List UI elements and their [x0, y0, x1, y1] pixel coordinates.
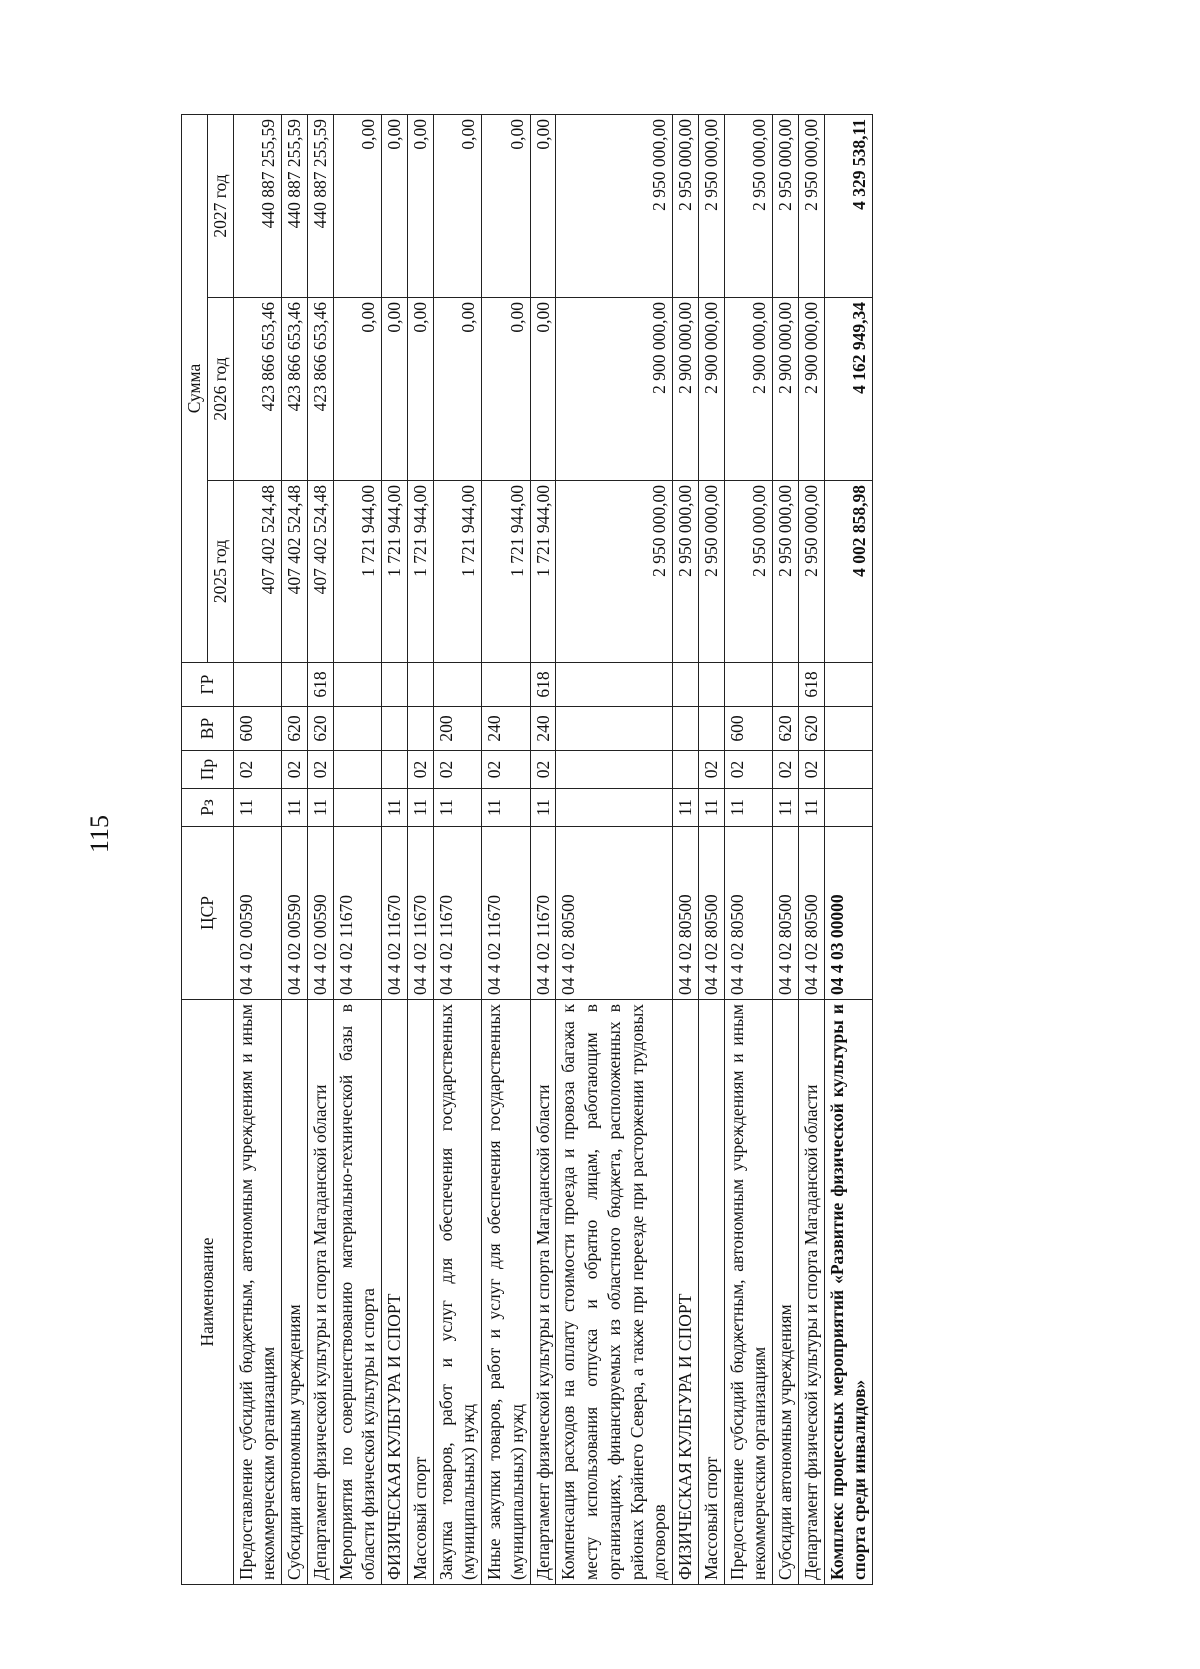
row-pr: 02 [433, 751, 482, 789]
row-sum-2025: 1 721 944,00 [382, 481, 408, 663]
row-sum-2026: 423 866 653,46 [307, 298, 333, 481]
header-year-2026: 2026 год [207, 298, 233, 481]
row-gr [724, 663, 773, 707]
header-row [182, 114, 208, 1584]
row-sum-2025: 1 721 944,00 [407, 481, 433, 663]
row-name: Комплекс процессных мероприятий «Развитие физической культуры и спорта среди инвалидов» [824, 1000, 873, 1585]
row-name: Департамент физической культуры и спорта Магаданской области [307, 1000, 333, 1585]
row-sum-2026: 0,00 [382, 298, 408, 481]
row-pr [333, 751, 382, 789]
row-rz: 11 [482, 789, 531, 827]
row-pr: 02 [282, 751, 308, 789]
row-sum-2025: 1 721 944,00 [433, 481, 482, 663]
table-row [824, 114, 873, 1584]
row-vr: 200 [433, 707, 482, 751]
table-row [556, 114, 673, 1584]
row-sum-2027: 2 950 000,00 [698, 114, 724, 297]
row-rz: 11 [673, 789, 699, 827]
row-rz [333, 789, 382, 827]
row-sum-2027: 440 887 255,59 [233, 114, 282, 297]
row-pr [556, 751, 673, 789]
row-name: Иные закупки товаров, работ и услуг для обеспечения государственных (муниципальных) нужд [482, 1000, 531, 1585]
header-year-2025: 2025 год [207, 481, 233, 663]
row-gr [482, 663, 531, 707]
row-sum-2026: 0,00 [530, 298, 556, 481]
row-vr [333, 707, 382, 751]
row-sum-2026: 2 900 000,00 [724, 298, 773, 481]
row-name: ФИЗИЧЕСКАЯ КУЛЬТУРА И СПОРТ [382, 1000, 408, 1585]
row-pr: 02 [233, 751, 282, 789]
row-pr: 02 [773, 751, 799, 789]
row-rz: 11 [407, 789, 433, 827]
row-sum-2026: 2 900 000,00 [798, 298, 824, 481]
row-sum-2025: 2 950 000,00 [773, 481, 799, 663]
row-vr: 240 [530, 707, 556, 751]
row-name: Департамент физической культуры и спорта Магаданской области [530, 1000, 556, 1585]
row-sum-2026: 2 900 000,00 [556, 298, 673, 481]
row-sum-2027: 4 329 538,11 [824, 114, 873, 297]
row-sum-2025: 407 402 524,48 [233, 481, 282, 663]
row-rz: 11 [382, 789, 408, 827]
row-csr: 04 4 02 00590 [307, 827, 333, 1000]
row-sum-2027: 2 950 000,00 [724, 114, 773, 297]
row-sum-2025: 4 002 858,98 [824, 481, 873, 663]
table-row [382, 114, 408, 1584]
row-rz: 11 [307, 789, 333, 827]
row-sum-2025: 2 950 000,00 [724, 481, 773, 663]
row-sum-2026: 2 900 000,00 [673, 298, 699, 481]
row-rz: 11 [698, 789, 724, 827]
table-row [798, 114, 824, 1584]
row-rz: 11 [530, 789, 556, 827]
row-sum-2027: 2 950 000,00 [773, 114, 799, 297]
row-sum-2027: 0,00 [433, 114, 482, 297]
row-rz [824, 789, 873, 827]
row-sum-2025: 1 721 944,00 [333, 481, 382, 663]
row-csr: 04 4 02 00590 [233, 827, 282, 1000]
row-sum-2026: 4 162 949,34 [824, 298, 873, 481]
row-csr: 04 4 02 80500 [773, 827, 799, 1000]
row-name: Компенсация расходов на оплату стоимости проезда и провоза багажа к месту использования отпуска и обратно лицам, работающим в организациях, финансируемых из областного бюджета, расположенных в районах Крайнего Севера, а также при переезде при расторжении трудовых договоров [556, 1000, 673, 1585]
header-pr: Пр [182, 751, 234, 789]
table-row [698, 114, 724, 1584]
row-pr [673, 751, 699, 789]
table-row [407, 114, 433, 1584]
table-row [333, 114, 382, 1584]
row-name: Закупка товаров, работ и услуг для обеспечения государственных (муниципальных) нужд [433, 1000, 482, 1585]
row-csr: 04 4 02 11670 [530, 827, 556, 1000]
row-sum-2025: 407 402 524,48 [282, 481, 308, 663]
row-name: Субсидии автономным учреждениям [282, 1000, 308, 1585]
row-sum-2026: 2 900 000,00 [773, 298, 799, 481]
row-gr [282, 663, 308, 707]
row-sum-2027: 0,00 [407, 114, 433, 297]
row-gr: 618 [307, 663, 333, 707]
row-csr: 04 4 02 80500 [798, 827, 824, 1000]
row-vr: 620 [798, 707, 824, 751]
header-csr: ЦСР [182, 827, 234, 1000]
table-row [233, 114, 282, 1584]
row-sum-2027: 440 887 255,59 [282, 114, 308, 297]
table-row [482, 114, 531, 1584]
row-vr: 600 [233, 707, 282, 751]
row-pr: 02 [530, 751, 556, 789]
header-rz: Рз [182, 789, 234, 827]
row-csr: 04 4 02 80500 [673, 827, 699, 1000]
row-sum-2026: 0,00 [333, 298, 382, 481]
row-pr: 02 [482, 751, 531, 789]
row-sum-2026: 423 866 653,46 [282, 298, 308, 481]
row-csr: 04 4 02 11670 [333, 827, 382, 1000]
row-name: Мероприятия по совершенствованию материально-технической базы в области физической культуры и спорта [333, 1000, 382, 1585]
row-rz: 11 [724, 789, 773, 827]
row-gr [824, 663, 873, 707]
header-vr: ВР [182, 707, 234, 751]
row-csr: 04 4 02 11670 [407, 827, 433, 1000]
row-pr: 02 [407, 751, 433, 789]
row-sum-2027: 2 950 000,00 [798, 114, 824, 297]
table-row [282, 114, 308, 1584]
row-rz: 11 [798, 789, 824, 827]
row-csr: 04 4 02 11670 [382, 827, 408, 1000]
row-sum-2026: 423 866 653,46 [233, 298, 282, 481]
table-body [233, 114, 873, 1584]
row-sum-2026: 0,00 [482, 298, 531, 481]
row-pr: 02 [698, 751, 724, 789]
row-vr [382, 707, 408, 751]
row-csr: 04 4 02 80500 [724, 827, 773, 1000]
table-row [307, 114, 333, 1584]
row-gr [382, 663, 408, 707]
row-pr [824, 751, 873, 789]
row-gr [233, 663, 282, 707]
row-gr [433, 663, 482, 707]
row-sum-2026: 0,00 [433, 298, 482, 481]
row-vr [556, 707, 673, 751]
row-pr: 02 [724, 751, 773, 789]
row-name: Массовый спорт [407, 1000, 433, 1585]
row-gr: 618 [798, 663, 824, 707]
row-sum-2027: 2 950 000,00 [673, 114, 699, 297]
row-pr [382, 751, 408, 789]
row-sum-2026: 2 900 000,00 [698, 298, 724, 481]
row-gr [407, 663, 433, 707]
row-csr: 04 4 02 00590 [282, 827, 308, 1000]
row-gr [673, 663, 699, 707]
header-sum: Сумма [182, 114, 208, 662]
page-number: 115 [85, 814, 114, 854]
row-sum-2027: 0,00 [530, 114, 556, 297]
row-gr [556, 663, 673, 707]
row-vr: 600 [724, 707, 773, 751]
row-sum-2025: 2 950 000,00 [798, 481, 824, 663]
header-gr: ГР [182, 663, 234, 707]
row-vr: 620 [773, 707, 799, 751]
table-row [773, 114, 799, 1584]
row-csr: 04 4 02 11670 [482, 827, 531, 1000]
row-sum-2027: 0,00 [482, 114, 531, 297]
row-vr: 240 [482, 707, 531, 751]
row-rz: 11 [233, 789, 282, 827]
row-gr [698, 663, 724, 707]
row-sum-2027: 440 887 255,59 [307, 114, 333, 297]
table-row [673, 114, 699, 1584]
row-vr: 620 [307, 707, 333, 751]
row-sum-2025: 2 950 000,00 [698, 481, 724, 663]
row-name: Департамент физической культуры и спорта Магаданской области [798, 1000, 824, 1585]
row-sum-2025: 2 950 000,00 [556, 481, 673, 663]
row-vr [407, 707, 433, 751]
row-vr [698, 707, 724, 751]
row-sum-2027: 2 950 000,00 [556, 114, 673, 297]
row-vr [673, 707, 699, 751]
row-vr [824, 707, 873, 751]
table-row [724, 114, 773, 1584]
row-pr: 02 [307, 751, 333, 789]
row-gr [333, 663, 382, 707]
header-name: Наименование [182, 1000, 234, 1585]
row-rz [556, 789, 673, 827]
row-rz: 11 [433, 789, 482, 827]
budget-table [181, 114, 873, 1585]
row-gr [773, 663, 799, 707]
row-name: ФИЗИЧЕСКАЯ КУЛЬТУРА И СПОРТ [673, 1000, 699, 1585]
row-sum-2025: 1 721 944,00 [530, 481, 556, 663]
row-sum-2027: 0,00 [382, 114, 408, 297]
rotated-table-container [181, 115, 1026, 1585]
row-rz: 11 [282, 789, 308, 827]
row-name: Субсидии автономным учреждениям [773, 1000, 799, 1585]
row-sum-2025: 2 950 000,00 [673, 481, 699, 663]
row-sum-2026: 0,00 [407, 298, 433, 481]
row-vr: 620 [282, 707, 308, 751]
row-rz: 11 [773, 789, 799, 827]
row-sum-2025: 1 721 944,00 [482, 481, 531, 663]
header-year-2027: 2027 год [207, 114, 233, 297]
table-row [530, 114, 556, 1584]
row-sum-2027: 0,00 [333, 114, 382, 297]
row-csr: 04 4 02 80500 [556, 827, 673, 1000]
row-gr: 618 [530, 663, 556, 707]
row-csr: 04 4 02 80500 [698, 827, 724, 1000]
row-name: Предоставление субсидий бюджетным, автономным учреждениям и иным некоммерческим организациям [233, 1000, 282, 1585]
row-name: Массовый спорт [698, 1000, 724, 1585]
row-csr: 04 4 03 00000 [824, 827, 873, 1000]
row-sum-2025: 407 402 524,48 [307, 481, 333, 663]
table-row [433, 114, 482, 1584]
row-csr: 04 4 02 11670 [433, 827, 482, 1000]
row-pr: 02 [798, 751, 824, 789]
row-name: Предоставление субсидий бюджетным, автономным учреждениям и иным некоммерческим организациям [724, 1000, 773, 1585]
